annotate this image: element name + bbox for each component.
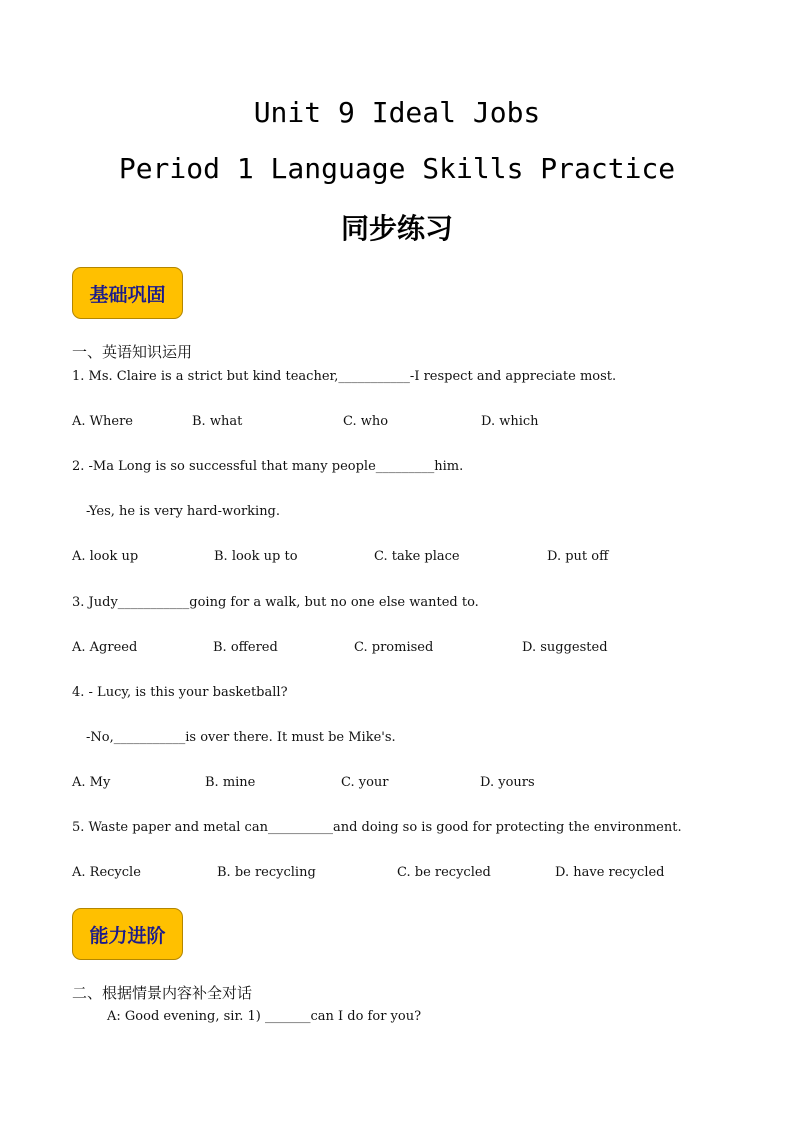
question-4-stem: 4. - Lucy, is this your basketball?: [72, 685, 288, 700]
question-4-option-b: B. mine: [205, 775, 256, 790]
question-3-stem: 3. Judy___________going for a walk, but no one else wanted to.: [72, 595, 479, 610]
question-4-reply: -No,___________is over there. It must be Mike's.: [86, 730, 396, 745]
question-2-option-d: D. put off: [547, 549, 609, 564]
section-badge-advanced: 能力进阶: [72, 908, 183, 960]
section-heading-dialogue: 二、根据情景内容补全对话: [72, 984, 253, 1002]
question-3-option-c: C. promised: [354, 640, 434, 655]
question-1-option-d: D. which: [481, 414, 539, 429]
question-1-option-c: C. who: [343, 414, 389, 429]
question-5-option-c: C. be recycled: [397, 865, 491, 880]
dialogue-line-1: A: Good evening, sir. 1) _______can I do for you?: [107, 1009, 422, 1024]
question-4-option-d: D. yours: [480, 775, 535, 790]
section-heading-knowledge: 一、英语知识运用: [72, 343, 193, 361]
question-4-option-a: A. My: [72, 775, 111, 790]
page-title-chinese: 同步练习: [340, 212, 453, 245]
question-2-option-a: A. look up: [72, 549, 139, 564]
question-5-option-b: B. be recycling: [217, 865, 316, 880]
section-badge-basic: 基础巩固: [72, 267, 183, 319]
question-2-option-c: C. take place: [374, 549, 460, 564]
question-3-option-d: D. suggested: [522, 640, 608, 655]
question-5-option-a: A. Recycle: [72, 865, 141, 880]
question-2-reply: -Yes, he is very hard-working.: [86, 504, 281, 519]
question-2-stem: 2. -Ma Long is so successful that many people_________him.: [72, 459, 464, 474]
question-5-stem: 5. Waste paper and metal can__________and doing so is good for protecting the environment.: [72, 820, 682, 835]
question-1-option-b: B. what: [192, 414, 243, 429]
question-3-option-a: A. Agreed: [72, 640, 138, 655]
page-title: Unit 9 Ideal Jobs: [253, 96, 541, 129]
question-1-stem: 1. Ms. Claire is a strict but kind teacher,___________-I respect and appreciate most.: [72, 369, 617, 384]
question-4-option-c: C. your: [341, 775, 389, 790]
question-2-option-b: B. look up to: [214, 549, 298, 564]
page-subtitle: Period 1 Language Skills Practice: [118, 152, 676, 185]
question-5-option-d: D. have recycled: [555, 865, 665, 880]
question-3-option-b: B. offered: [213, 640, 278, 655]
question-1-option-a: A. Where: [72, 414, 133, 429]
